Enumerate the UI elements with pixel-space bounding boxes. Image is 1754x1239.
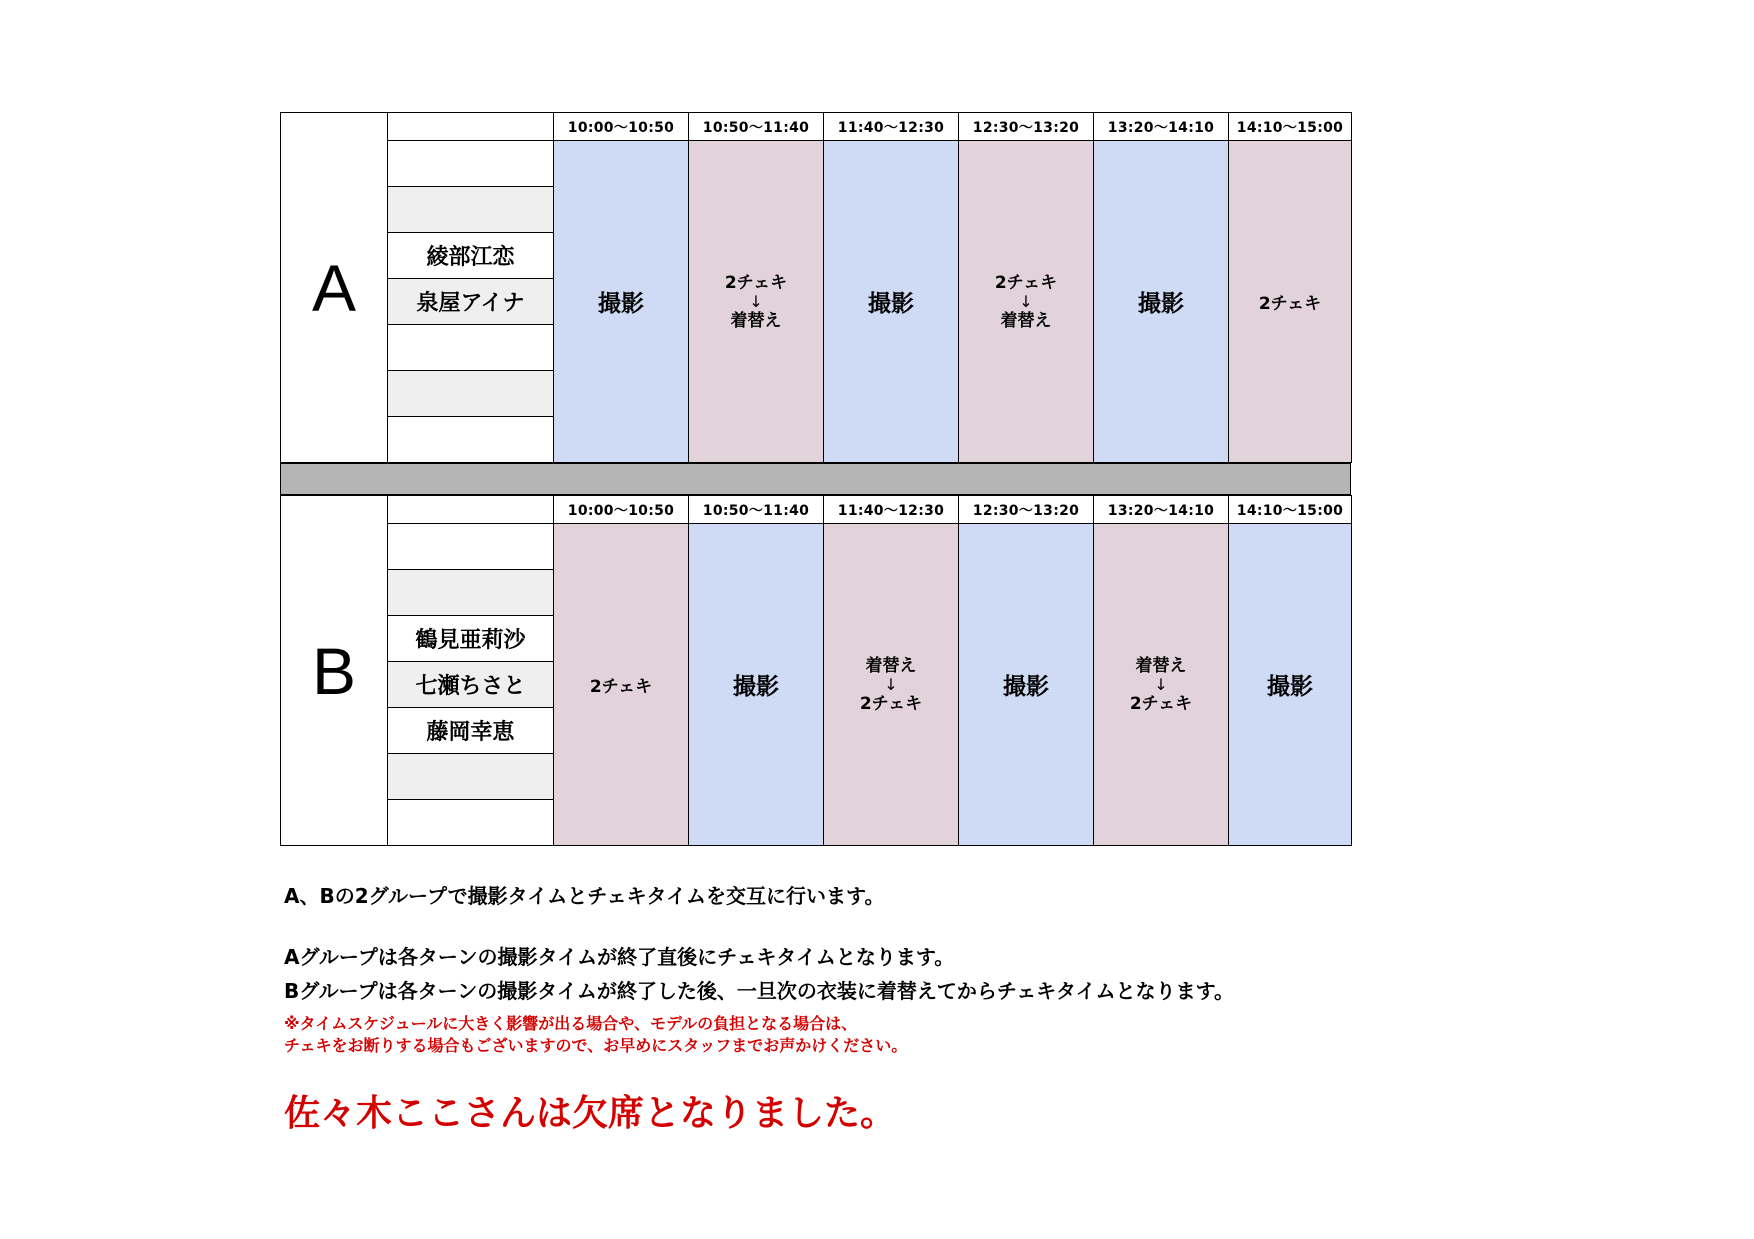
member-slot-4: 七瀬ちさと — [388, 662, 554, 708]
group-a-label: A — [281, 113, 388, 463]
activity-shoot-cell — [959, 524, 1094, 846]
member-slot-7 — [388, 800, 554, 846]
activity-shoot-cell — [1094, 141, 1229, 463]
member-slot-4: 泉屋アイナ — [388, 279, 554, 325]
member-slot-7 — [388, 417, 554, 463]
activity-label: 撮影 — [868, 291, 914, 317]
activity-label: 2チェキ — [1258, 294, 1322, 314]
member-slot-2 — [388, 570, 554, 616]
activity-label: 2チェキ — [589, 677, 653, 697]
time-slot-1: 10:00〜10:50 — [554, 496, 689, 524]
activity-label: 撮影 — [733, 674, 779, 700]
group-b-note: Bグループは各ターンの撮影タイムが終了した後、一旦次の衣装に着替えてからチェキタイムとなります。 — [284, 979, 1235, 1003]
activity-change-cheki-cell — [824, 524, 959, 846]
activity-line-2: 着替え — [730, 310, 782, 331]
member-slot-2 — [388, 187, 554, 233]
activity-line-1: 着替え — [865, 655, 917, 676]
warning-line-1: ※タイムスケジュールに大きく影響が出る場合や、モデルの負担となる場合は、 — [284, 1014, 858, 1033]
activity-cheki-cell — [554, 524, 689, 846]
down-arrow-icon: ↓ — [884, 674, 898, 694]
activity-label: 撮影 — [1138, 291, 1184, 317]
time-slot-4: 12:30〜13:20 — [959, 496, 1094, 524]
member-slot-6 — [388, 371, 554, 417]
activity-label: 撮影 — [598, 291, 644, 317]
member-slot-3: 綾部江恋 — [388, 233, 554, 279]
activity-shoot-cell — [1229, 524, 1352, 846]
activity-line-1: 着替え — [1135, 655, 1187, 676]
time-slot-2: 10:50〜11:40 — [689, 496, 824, 524]
time-slot-3: 11:40〜12:30 — [824, 496, 959, 524]
time-slot-6: 14:10〜15:00 — [1229, 113, 1352, 141]
member-slot-6 — [388, 754, 554, 800]
down-arrow-icon: ↓ — [1154, 674, 1168, 694]
group-a-schedule-table — [280, 112, 1352, 463]
activity-shoot-cell — [689, 524, 824, 846]
activity-line-2: 2チェキ — [1129, 693, 1193, 714]
activity-cheki-cell — [1229, 141, 1352, 463]
activity-line-2: 着替え — [1000, 310, 1052, 331]
down-arrow-icon: ↓ — [749, 291, 763, 311]
member-slot-1 — [388, 524, 554, 570]
absence-notice: 佐々木ここさんは欠席となりました。 — [284, 1093, 897, 1134]
time-slot-5: 13:20〜14:10 — [1094, 496, 1229, 524]
group-b-label: B — [281, 496, 388, 846]
time-slot-2: 10:50〜11:40 — [689, 113, 824, 141]
time-slot-5: 13:20〜14:10 — [1094, 113, 1229, 141]
time-slot-3: 11:40〜12:30 — [824, 113, 959, 141]
activity-shoot-cell — [554, 141, 689, 463]
activity-line-1: 2チェキ — [724, 272, 788, 293]
member-slot-1 — [388, 141, 554, 187]
time-slot-4: 12:30〜13:20 — [959, 113, 1094, 141]
group-a-note: Aグループは各ターンの撮影タイムが終了直後にチェキタイムとなります。 — [284, 945, 955, 969]
activity-label: 撮影 — [1003, 674, 1049, 700]
time-slot-6: 14:10〜15:00 — [1229, 496, 1352, 524]
activity-shoot-cell — [824, 141, 959, 463]
warning-line-2: チェキをお断りする場合もございますので、お早めにスタッフまでお声かけください。 — [284, 1036, 908, 1055]
activity-cheki-change-cell — [959, 141, 1094, 463]
activity-label: 撮影 — [1267, 674, 1313, 700]
activity-line-2: 2チェキ — [859, 693, 923, 714]
member-slot-5 — [388, 325, 554, 371]
header-blank-cell — [388, 496, 554, 524]
member-slot-5: 藤岡幸恵 — [388, 708, 554, 754]
group-b-schedule-table — [280, 495, 1352, 846]
header-blank-cell — [388, 113, 554, 141]
activity-cheki-change-cell — [689, 141, 824, 463]
activity-line-1: 2チェキ — [994, 272, 1058, 293]
activity-change-cheki-cell — [1094, 524, 1229, 846]
time-slot-1: 10:00〜10:50 — [554, 113, 689, 141]
intro-note: A、Bの2グループで撮影タイムとチェキタイムを交互に行います。 — [284, 884, 885, 908]
member-slot-3: 鶴見亜莉沙 — [388, 616, 554, 662]
down-arrow-icon: ↓ — [1019, 291, 1033, 311]
group-separator-bar — [280, 463, 1351, 495]
